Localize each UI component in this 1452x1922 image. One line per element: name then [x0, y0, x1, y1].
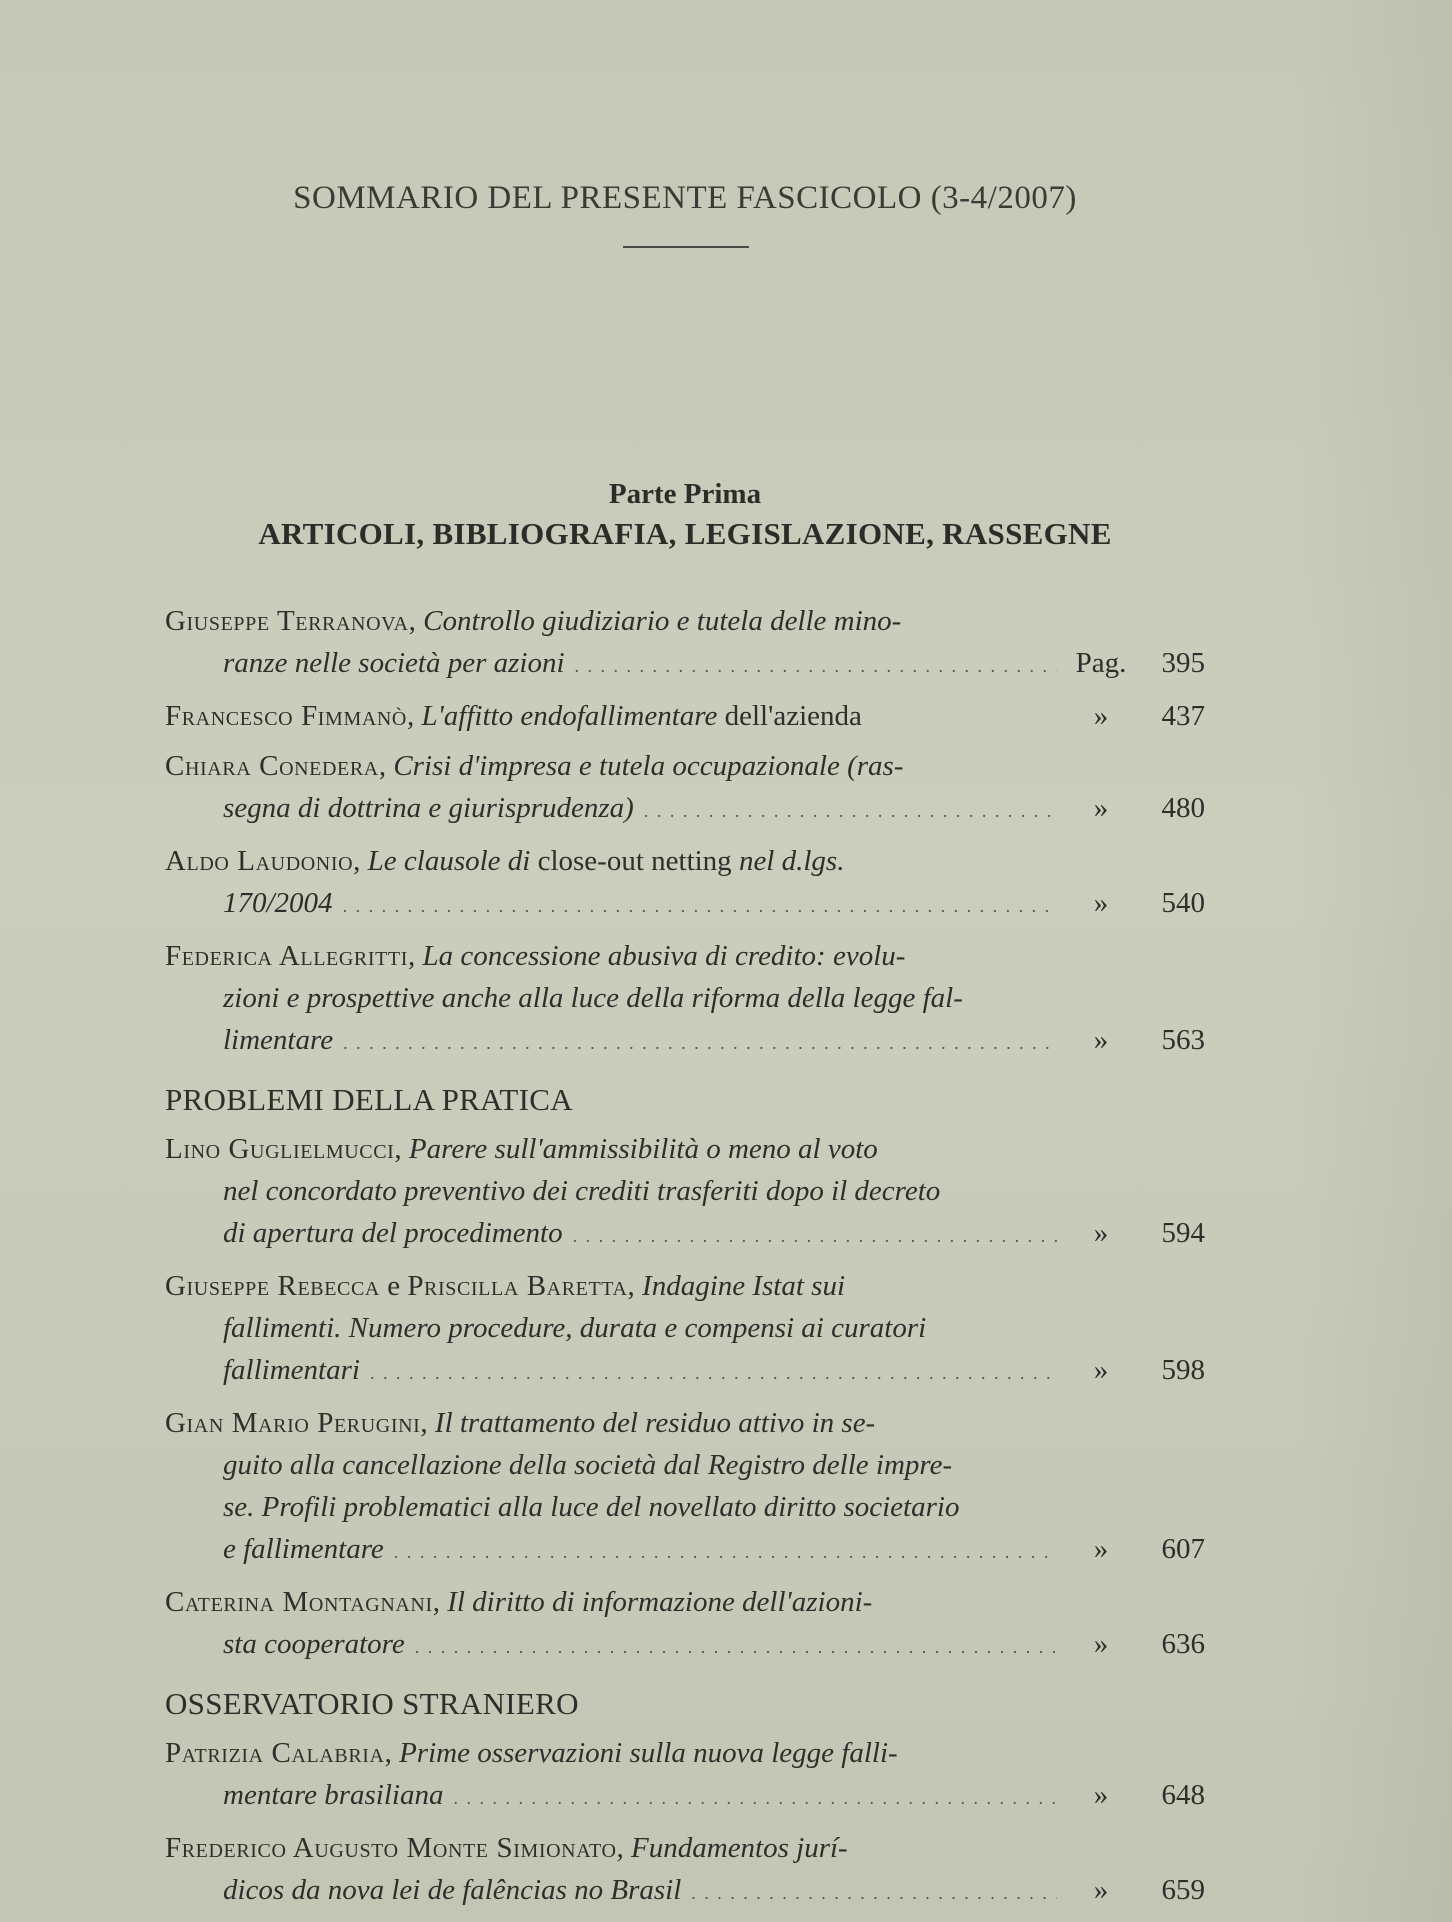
entry-title-end: segna di dottrina e giurisprudenza)	[223, 792, 634, 824]
entry-title: Controllo giudiziario e tutela delle mino-	[423, 605, 902, 637]
page-prefix: »	[1093, 1779, 1109, 1811]
page-number: 395	[1161, 647, 1205, 679]
toc-entry[interactable]: Frederico Augusto Monte Simionato, Fundamentos jurí- dicos da nova lei de falências no Brasil . . . » 659	[165, 1827, 1205, 1914]
entry-author: Giuseppe Terranova	[165, 605, 409, 637]
leader-dots	[343, 885, 1057, 927]
table-of-contents	[165, 600, 1205, 1922]
leader-dots	[415, 1626, 1057, 1668]
entry-title-line: se. Profili problematici alla luce del novellato diritto societario	[223, 1491, 960, 1523]
entry-title: Le clausole di	[367, 845, 531, 877]
entry-author: Patrizia Calabria	[165, 1737, 385, 1769]
author-conjunction: e	[387, 1270, 401, 1302]
page-prefix: »	[1093, 1628, 1109, 1660]
entry-title: Indagine Istat sui	[642, 1270, 846, 1302]
leader-dots	[575, 645, 1057, 687]
entry-title: Il trattamento del residuo attivo in se-	[434, 1407, 876, 1439]
page-prefix: »	[1093, 1874, 1109, 1906]
toc-entry[interactable]: Aldo Laudonio, Le clausole di close-out netting nel d.lgs. 170/2004 . . . » 540	[165, 840, 1205, 927]
entry-author: Aldo Laudonio	[165, 845, 354, 877]
section-heading: PROBLEMI DELLA PRATICA	[165, 1082, 573, 1117]
entry-title-end: ranze nelle società per azioni	[223, 647, 565, 679]
entry-title-end: di apertura del procedimento	[223, 1217, 563, 1249]
entry-author: Frederico Augusto Monte Simionato	[165, 1832, 617, 1864]
entry-title-line: nel concordato preventivo dei crediti trasferiti dopo il decreto	[223, 1175, 941, 1207]
entry-title-cont: nel d.lgs.	[738, 845, 845, 877]
entry-author-2: Priscilla Baretta	[407, 1270, 628, 1302]
entry-title-line: zioni e prospettive anche alla luce della riforma della legge fal-	[223, 982, 963, 1014]
entry-title-end: mentare brasiliana	[223, 1779, 444, 1811]
entry-author: Gian Mario Perugini	[165, 1407, 421, 1439]
page-number: 607	[1161, 1533, 1205, 1565]
entry-title-end: sta cooperatore	[223, 1628, 405, 1660]
entry-title: Prime osservazioni sulla nuova legge falli-	[399, 1737, 898, 1769]
entry-title-rest: dell'azienda	[724, 700, 862, 732]
page-number: 636	[1161, 1628, 1205, 1660]
entry-title-end: limentare	[223, 1024, 334, 1056]
entry-author: Chiara Conedera	[165, 750, 379, 782]
entry-title: La concessione abusiva di credito: evolu-	[422, 940, 906, 972]
section-heading: OSSERVATORIO STRANIERO	[165, 1686, 579, 1721]
toc-entry[interactable]: Giuseppe Terranova, Controllo giudiziario e tutela delle mino- ranze nelle società per azioni . . . Pag. 395	[165, 600, 1205, 687]
page-number: 437	[1161, 700, 1205, 732]
entry-title: L'affitto endofallimentare	[421, 700, 718, 732]
title-rule	[623, 246, 749, 248]
leader-dots	[370, 1352, 1057, 1394]
entry-title: Crisi d'impresa e tutela occupazionale (ras-	[393, 750, 904, 782]
entry-author: Lino Guglielmucci	[165, 1133, 395, 1165]
page-number: 598	[1161, 1354, 1205, 1386]
page-prefix: »	[1093, 1024, 1109, 1056]
part-title: Parte Prima	[608, 478, 762, 510]
summary-title: SOMMARIO DEL PRESENTE FASCICOLO (3-4/2007)	[293, 180, 1077, 216]
leader-dots	[453, 1777, 1057, 1819]
toc-entry[interactable]: Lino Guglielmucci, Parere sull'ammissibilità o meno al voto nel concordato preventivo dei crediti trasferiti dopo il decreto di apertura del procedimento . . . » 594	[165, 1128, 1205, 1257]
entry-author: Federica Allegritti	[165, 940, 408, 972]
entry-author: Caterina Montagnani	[165, 1586, 433, 1618]
page-number: 480	[1161, 792, 1205, 824]
toc-entry[interactable]: Caterina Montagnani, Il diritto di informazione dell'azioni- sta cooperatore . . . » 636	[165, 1581, 1205, 1668]
page-prefix: »	[1093, 700, 1109, 732]
entry-title-end: e fallimentare	[223, 1533, 384, 1565]
leader-dots	[573, 1215, 1057, 1257]
toc-entry[interactable]: Gian Mario Perugini, Il trattamento del residuo attivo in se- guito alla cancellazione della società dal Registro delle impre- se. Profili problematici alla luce del novellato diritto societario e fallimentare . . . » 607	[165, 1402, 1205, 1573]
leader-dots	[394, 1531, 1057, 1573]
entry-title-line: fallimenti. Numero procedure, durata e compensi ai curatori	[223, 1312, 927, 1344]
entry-title: Parere sull'ammissibilità o meno al voto	[408, 1133, 878, 1165]
entry-title: Il diritto di informazione dell'azioni-	[447, 1586, 873, 1618]
entry-title-term: close-out netting	[537, 845, 732, 877]
entry-title-end: fallimentari	[223, 1354, 360, 1386]
leader-dots	[691, 1872, 1057, 1914]
entry-title: Fundamentos jurí-	[631, 1832, 848, 1864]
entry-title-line: guito alla cancellazione della società dal Registro delle impre-	[223, 1449, 953, 1481]
page-prefix: »	[1093, 792, 1109, 824]
page-number: 659	[1161, 1874, 1205, 1906]
page-prefix: »	[1093, 887, 1109, 919]
page-prefix: »	[1093, 1354, 1109, 1386]
entry-title-end: dicos da nova lei de falências no Brasil	[223, 1874, 682, 1906]
page-number: 563	[1161, 1024, 1205, 1056]
page-prefix: Pag.	[1075, 647, 1127, 679]
part-subtitle: ARTICOLI, BIBLIOGRAFIA, LEGISLAZIONE, RASSEGNE	[258, 516, 1112, 551]
page-prefix: »	[1093, 1217, 1109, 1249]
page-number: 648	[1161, 1779, 1205, 1811]
entry-title-end: 170/2004	[223, 887, 333, 919]
toc-entry[interactable]: Giuseppe Rebecca e Priscilla Baretta, Indagine Istat sui fallimenti. Numero procedure, durata e compensi ai curatori fallimentari . . . » 598	[165, 1265, 1205, 1394]
page-number: 540	[1161, 887, 1205, 919]
leader-dots	[343, 1022, 1057, 1064]
page-prefix: »	[1093, 1533, 1109, 1565]
toc-entry[interactable]: Francesco Fimmanò, L'affitto endofallimentare dell'azienda » 437	[165, 695, 1205, 737]
toc-entry[interactable]: Chiara Conedera, Crisi d'impresa e tutela occupazionale (ras- segna di dottrina e giurisprudenza) . . . » 480	[165, 745, 1205, 832]
page-number: 594	[1161, 1217, 1205, 1249]
entry-author: Francesco Fimmanò	[165, 700, 407, 732]
entry-author: Giuseppe Rebecca	[165, 1270, 380, 1302]
toc-entry[interactable]: Federica Allegritti, La concessione abusiva di credito: evolu- zioni e prospettive anche alla luce della riforma della legge fal- limentare . . . » 563	[165, 935, 1205, 1064]
toc-entry[interactable]: Patrizia Calabria, Prime osservazioni sulla nuova legge falli- mentare brasiliana . . . » 648	[165, 1732, 1205, 1819]
leader-dots	[644, 790, 1057, 832]
